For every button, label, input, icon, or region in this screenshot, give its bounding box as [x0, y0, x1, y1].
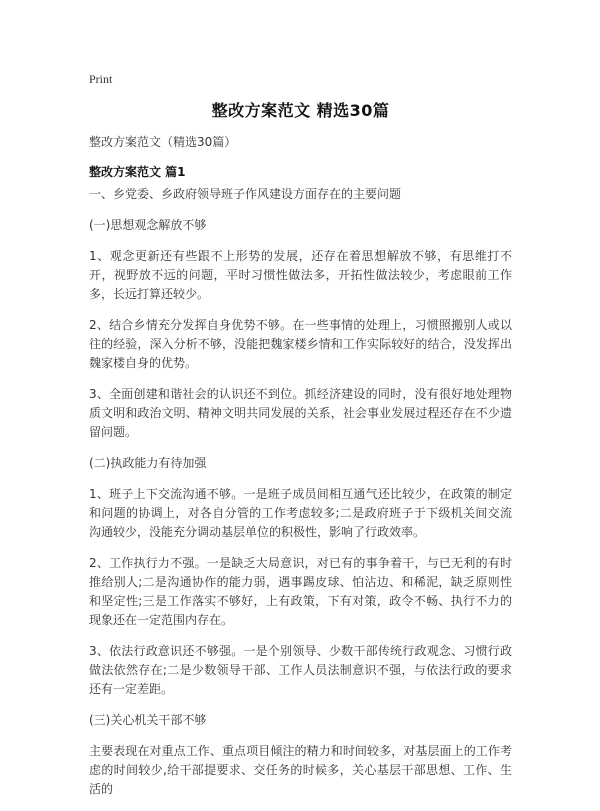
- paragraph-subheading-3: (三)关心机关干部不够: [89, 713, 207, 727]
- document-subtitle: 整改方案范文（精选30篇）: [89, 135, 237, 149]
- paragraph-subheading-1: (一)思想观念解放不够: [89, 218, 207, 232]
- paragraph: 2、工作执行力不强。一是缺乏大局意识，对已有的事争着干，与已无利的有时推给别人;二是沟通协作的能力弱，遇事踢皮球、怕沾边、和稀泥，缺乏原则性和坚定性;三是工作落实不够好，上有政策，下有对策，政令不畅、执行不力的现象还在一定范围内存在。: [89, 556, 512, 627]
- print-label: Print: [89, 72, 113, 86]
- paragraph: 主要表现在对重点工作、重点项目倾注的精力和时间较多，对基层面上的工作考虑的时间较少,给干部提要求、交任务的时候多，关心基层干部思想、工作、生活的: [89, 744, 512, 796]
- paragraph: 3、全面创建和谐社会的认识还不到位。抓经济建设的同时，没有很好地处理物质文明和政治文明、精神文明共同发展的关系，社会事业发展过程还存在不少遗留问题。: [89, 387, 512, 439]
- paragraph-section-intro: 一、乡党委、乡政府领导班子作风建设方面存在的主要问题: [89, 187, 402, 201]
- section-heading: 整改方案范文 篇1: [89, 165, 186, 179]
- document-body: [89, 185, 512, 811]
- paragraph: 1、班子上下交流沟通不够。一是班子成员间相互通气还比较少，在政策的制定和问题的协调上，对各自分管的工作考虑较多;二是政府班子于下级机关间交流沟通较少，没能充分调动基层单位的积极性，影响了行政效率。: [89, 487, 512, 539]
- paragraph-subheading-2: (二)执政能力有待加强: [89, 456, 207, 470]
- paragraph: 1、观念更新还有些跟不上形势的发展，还存在着思想解放不够，有思维打不开，视野放不远的问题，平时习惯性做法多，开拓性做法较少，考虑眼前工作多，长远打算还较少。: [89, 249, 512, 301]
- page-title: 整改方案范文 精选30篇: [211, 101, 390, 120]
- paragraph: 3、依法行政意识还不够强。一是个别领导、少数干部传统行政观念、习惯行政做法依然存在;二是少数领导干部、工作人员法制意识不强，与依法行政的要求还有一定差距。: [89, 644, 512, 696]
- paragraph: 2、结合乡情充分发挥自身优势不够。在一些事情的处理上，习惯照搬别人或以往的经验，深入分析不够，没能把魏家楼乡情和工作实际较好的结合，没发挥出魏家楼自身的优势。: [89, 318, 512, 370]
